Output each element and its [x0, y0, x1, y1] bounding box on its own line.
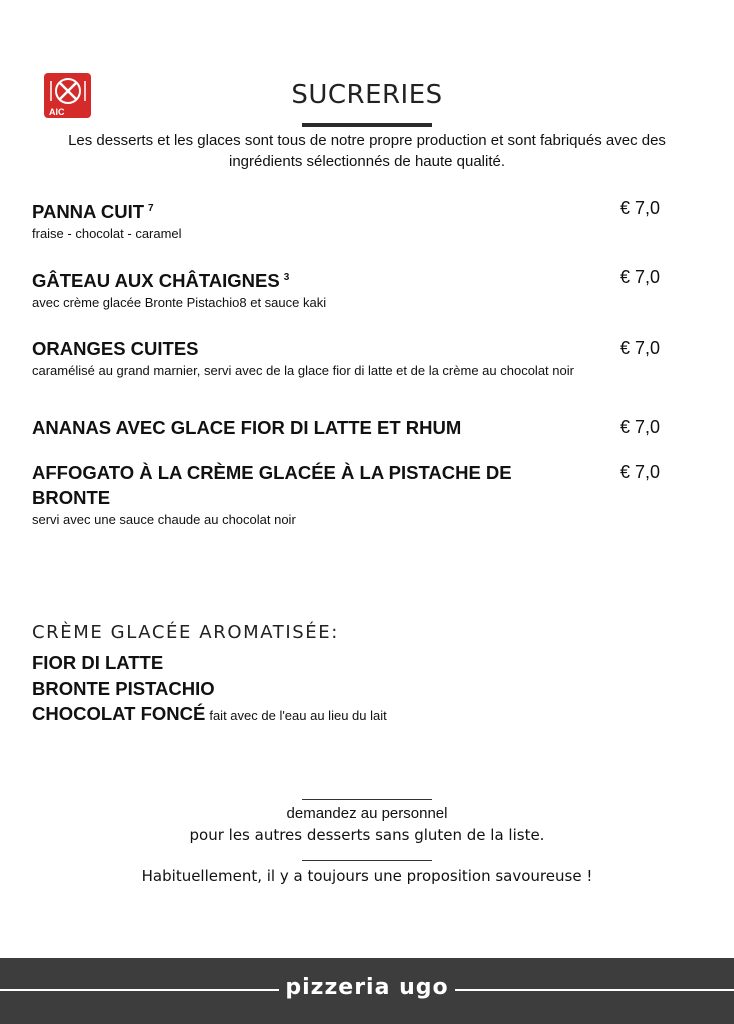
allergen-number: 3	[283, 272, 290, 283]
footer-brand: pizzeria ugo	[279, 975, 454, 1000]
note-proposition: Habituellement, il y a toujours une proposition savoureuse !	[141, 867, 593, 885]
item-description: fraise - chocolat - caramel	[32, 226, 182, 241]
flavor-note: fait avec de l'eau au lieu du lait	[209, 708, 387, 723]
flavor-name: BRONTE PISTACHIO	[32, 677, 215, 699]
footer-bar	[0, 958, 734, 1024]
item-description: avec crème glacée Bronte Pistachio8 et sauce kaki	[32, 295, 327, 310]
item-price: € 7,0	[620, 198, 661, 218]
menu-item-panna-cuit	[32, 196, 672, 242]
item-price: € 7,0	[620, 267, 661, 287]
title-underline	[302, 123, 432, 127]
logo-text: AIC	[49, 107, 65, 117]
item-name: GÂTEAU AUX CHÂTAIGNES	[32, 270, 280, 291]
note-ask-staff: demandez au personnel	[286, 805, 448, 822]
item-name: AFFOGATO À LA CRÈME GLACÉE À LA PISTACHE DE BRONTE	[32, 462, 512, 508]
item-price: € 7,0	[620, 462, 661, 482]
divider	[302, 799, 432, 800]
item-description: servi avec une sauce chaude au chocolat noir	[32, 512, 296, 527]
item-name: ORANGES CUITES	[32, 338, 199, 359]
flavor-name: FIOR DI LATTE	[32, 652, 164, 673]
intro-line: ingrédients sélectionnés de haute qualité.	[228, 153, 506, 170]
flavor-item	[32, 701, 387, 729]
flavor-name: CHOCOLAT FONCÉ	[32, 703, 206, 724]
item-price: € 7,0	[620, 417, 661, 437]
flavor-item	[32, 650, 387, 676]
intro-line: Les desserts et les glaces sont tous de notre propre production et sont fabriqués avec des	[68, 132, 666, 149]
menu-item-ananas	[32, 415, 672, 440]
item-price: € 7,0	[620, 338, 661, 358]
intro-text	[10, 130, 724, 172]
allergen-number: 7	[148, 203, 154, 214]
menu-item-affogato	[32, 460, 672, 528]
item-name: ANANAS AVEC GLACE FIOR DI LATTE ET RHUM	[32, 417, 462, 438]
flavor-item	[32, 676, 387, 702]
menu-item-oranges-cuites	[32, 336, 672, 379]
flavor-list	[32, 650, 387, 729]
flavors-heading: CRÈME GLACÉE AROMATISÉE:	[32, 622, 339, 643]
divider	[302, 860, 432, 861]
page-title: SUCRERIES	[291, 80, 443, 110]
menu-item-gateau-aux-chataignes	[32, 265, 672, 311]
item-description: caramélisé au grand marnier, servi avec de la glace fior di latte et de la crème au chocolat noir	[32, 363, 574, 378]
note-gluten-free: pour les autres desserts sans gluten de la liste.	[189, 826, 545, 844]
item-name: PANNA CUIT	[32, 201, 145, 222]
